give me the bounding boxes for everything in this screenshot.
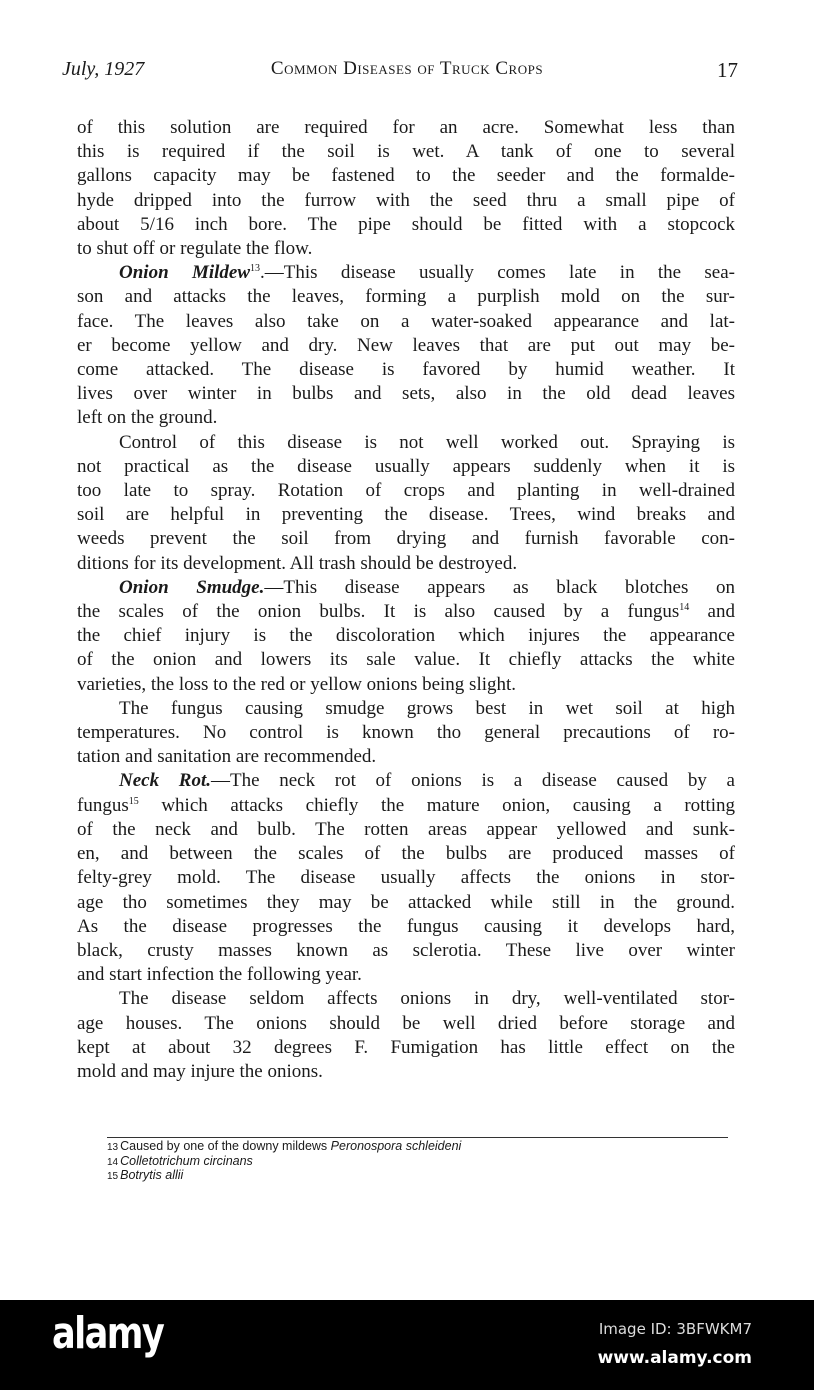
line-text: felty-grey mold. The disease usually affects the onions in stor- (77, 867, 735, 889)
line-text: too late to spray. Rotation of crops and planting in well-drained (77, 480, 735, 502)
paragraph (77, 431, 735, 576)
text-line (77, 963, 735, 987)
footnote-text: Caused by one of the downy mildews (120, 1139, 331, 1153)
text-line (77, 1060, 735, 1084)
line-text: black, crusty masses known as sclerotia. These live over winter (77, 939, 735, 961)
text-line (77, 891, 735, 915)
footnote (107, 1140, 461, 1155)
footnotes (107, 1140, 461, 1184)
line-text: lives over winter in bulbs and sets, also in the old dead leaves (77, 383, 735, 405)
paragraph (77, 987, 735, 1084)
line-text: come attacked. The disease is favored by humid weather. It (77, 359, 735, 381)
text-line (77, 721, 735, 745)
site-url: www.alamy.com (597, 1348, 752, 1368)
line-text: er become yellow and dry. New leaves that are put out may be- (77, 334, 735, 356)
text-line (77, 116, 735, 140)
line-text: kept at about 32 degrees F. Fumigation has little effect on the (77, 1036, 735, 1058)
text-line (77, 382, 735, 406)
text-line (77, 600, 735, 624)
line-text: son and attacks the leaves, forming a purplish mold on the sur- (77, 286, 735, 308)
line-text: fungus (77, 794, 129, 816)
line-text: and start infection the following year. (77, 964, 362, 986)
line-text: varieties, the loss to the red or yellow onions being slight. (77, 673, 517, 695)
line-text: —This disease appears as black blotches on (264, 576, 735, 598)
text-line (77, 140, 735, 164)
text-line (77, 794, 735, 818)
text-line (77, 576, 735, 600)
paragraph (77, 697, 735, 770)
text-line (77, 842, 735, 866)
line-text: age houses. The onions should be well dried before storage and (77, 1012, 735, 1034)
line-text: —The neck rot of onions is a disease caused by a (210, 770, 735, 792)
line-text: As the disease progresses the fungus causing it develops hard, (77, 915, 735, 937)
paragraph (77, 116, 735, 261)
text-line (77, 769, 735, 793)
line-text: Control of this disease is not well worked out. Spraying is (119, 431, 735, 453)
line-text: en, and between the scales of the bulbs are produced masses of (77, 843, 735, 865)
section-heading: Onion Mildew (119, 262, 250, 284)
text-line (77, 213, 735, 237)
line-text: The disease seldom affects onions in dry, well-ventilated stor- (119, 988, 735, 1010)
line-text: .—This disease usually comes late in the sea- (260, 262, 735, 284)
line-text: to shut off or regulate the flow. (77, 238, 313, 260)
text-line (77, 310, 735, 334)
text-line (77, 334, 735, 358)
running-title: Common Diseases of Truck Crops (270, 58, 544, 79)
text-line (77, 648, 735, 672)
line-text: gallons capacity may be fastened to the seeder and the formalde- (77, 165, 735, 187)
line-text: and (689, 601, 735, 623)
text-line (77, 479, 735, 503)
text-line (77, 527, 735, 551)
watermark-bar (0, 1300, 814, 1390)
section-heading: Neck Rot. (119, 770, 211, 792)
footnote-ref: 14 (679, 602, 690, 614)
text-line (77, 745, 735, 769)
line-text: The fungus causing smudge grows best in wet soil at high (119, 697, 735, 719)
line-text: face. The leaves also take on a water-soaked appearance and lat- (77, 310, 735, 332)
line-text: ditions for its development. All trash should be destroyed. (77, 552, 518, 574)
alamy-logo: alamy (52, 1308, 164, 1359)
line-text: mold and may injure the onions. (77, 1060, 323, 1082)
line-text: hyde dripped into the furrow with the seed thru a small pipe of (77, 189, 735, 211)
line-text: which attacks chiefly the mature onion, causing a rotting (138, 794, 735, 816)
footnote-number: 15 (107, 1171, 119, 1182)
text-line (77, 164, 735, 188)
section-heading: Onion Smudge. (119, 576, 265, 598)
text-line (77, 237, 735, 261)
text-line (77, 1012, 735, 1036)
text-line (77, 189, 735, 213)
text-line (77, 503, 735, 527)
footnote-rule (107, 1137, 728, 1138)
footnote (107, 1169, 461, 1184)
text-line (77, 673, 735, 697)
text-line (77, 697, 735, 721)
line-text: the scales of the onion bulbs. It is also caused by a fungus (77, 601, 680, 623)
text-line (77, 358, 735, 382)
text-line (77, 1036, 735, 1060)
text-line (77, 431, 735, 455)
line-text: left on the ground. (77, 407, 218, 429)
footnote-number: 13 (107, 1142, 119, 1153)
line-text: temperatures. No control is known tho general precautions of ro- (77, 722, 735, 744)
image-id: Image ID: 3BFWKM7 (598, 1320, 752, 1338)
footnote-ref: 13 (250, 263, 260, 275)
header-date: July, 1927 (62, 58, 145, 80)
text-line (77, 624, 735, 648)
footnote-species: Botrytis allii (120, 1168, 184, 1182)
line-text: of the neck and bulb. The rotten areas appear yellowed and sunk- (77, 818, 735, 840)
paragraph (77, 261, 735, 430)
line-text: weeds prevent the soil from drying and furnish favorable con- (77, 528, 735, 550)
line-text: not practical as the disease usually appears suddenly when it is (77, 455, 735, 477)
footnote (107, 1155, 461, 1170)
line-text: tation and sanitation are recommended. (77, 746, 377, 768)
text-line (77, 866, 735, 890)
text-line (77, 939, 735, 963)
line-text: this is required if the soil is wet. A tank of one to several (77, 141, 735, 163)
line-text: of this solution are required for an acre. Somewhat less than (77, 117, 735, 138)
page-number: 17 (717, 58, 738, 82)
paragraph (77, 576, 735, 697)
footnote-species: Colletotrichum circinans (120, 1153, 253, 1168)
body-text (77, 116, 735, 1084)
text-line (77, 818, 735, 842)
paragraph (77, 769, 735, 987)
text-line (77, 455, 735, 479)
line-text: about 5/16 inch bore. The pipe should be fitted with a stopcock (77, 213, 735, 235)
text-line (77, 987, 735, 1011)
footnote-species: Peronospora schleideni (330, 1139, 462, 1153)
text-line (77, 285, 735, 309)
line-text: the chief injury is the discoloration which injures the appearance (77, 625, 735, 647)
text-line (77, 406, 735, 430)
line-text: soil are helpful in preventing the disease. Trees, wind breaks and (77, 504, 735, 526)
text-line (77, 261, 735, 285)
footnote-number: 14 (107, 1156, 119, 1168)
line-text: of the onion and lowers its sale value. It chiefly attacks the white (77, 649, 735, 671)
footnote-ref: 15 (128, 795, 139, 807)
text-line (77, 915, 735, 939)
text-line (77, 552, 735, 576)
line-text: age tho sometimes they may be attacked while still in the ground. (77, 891, 735, 913)
